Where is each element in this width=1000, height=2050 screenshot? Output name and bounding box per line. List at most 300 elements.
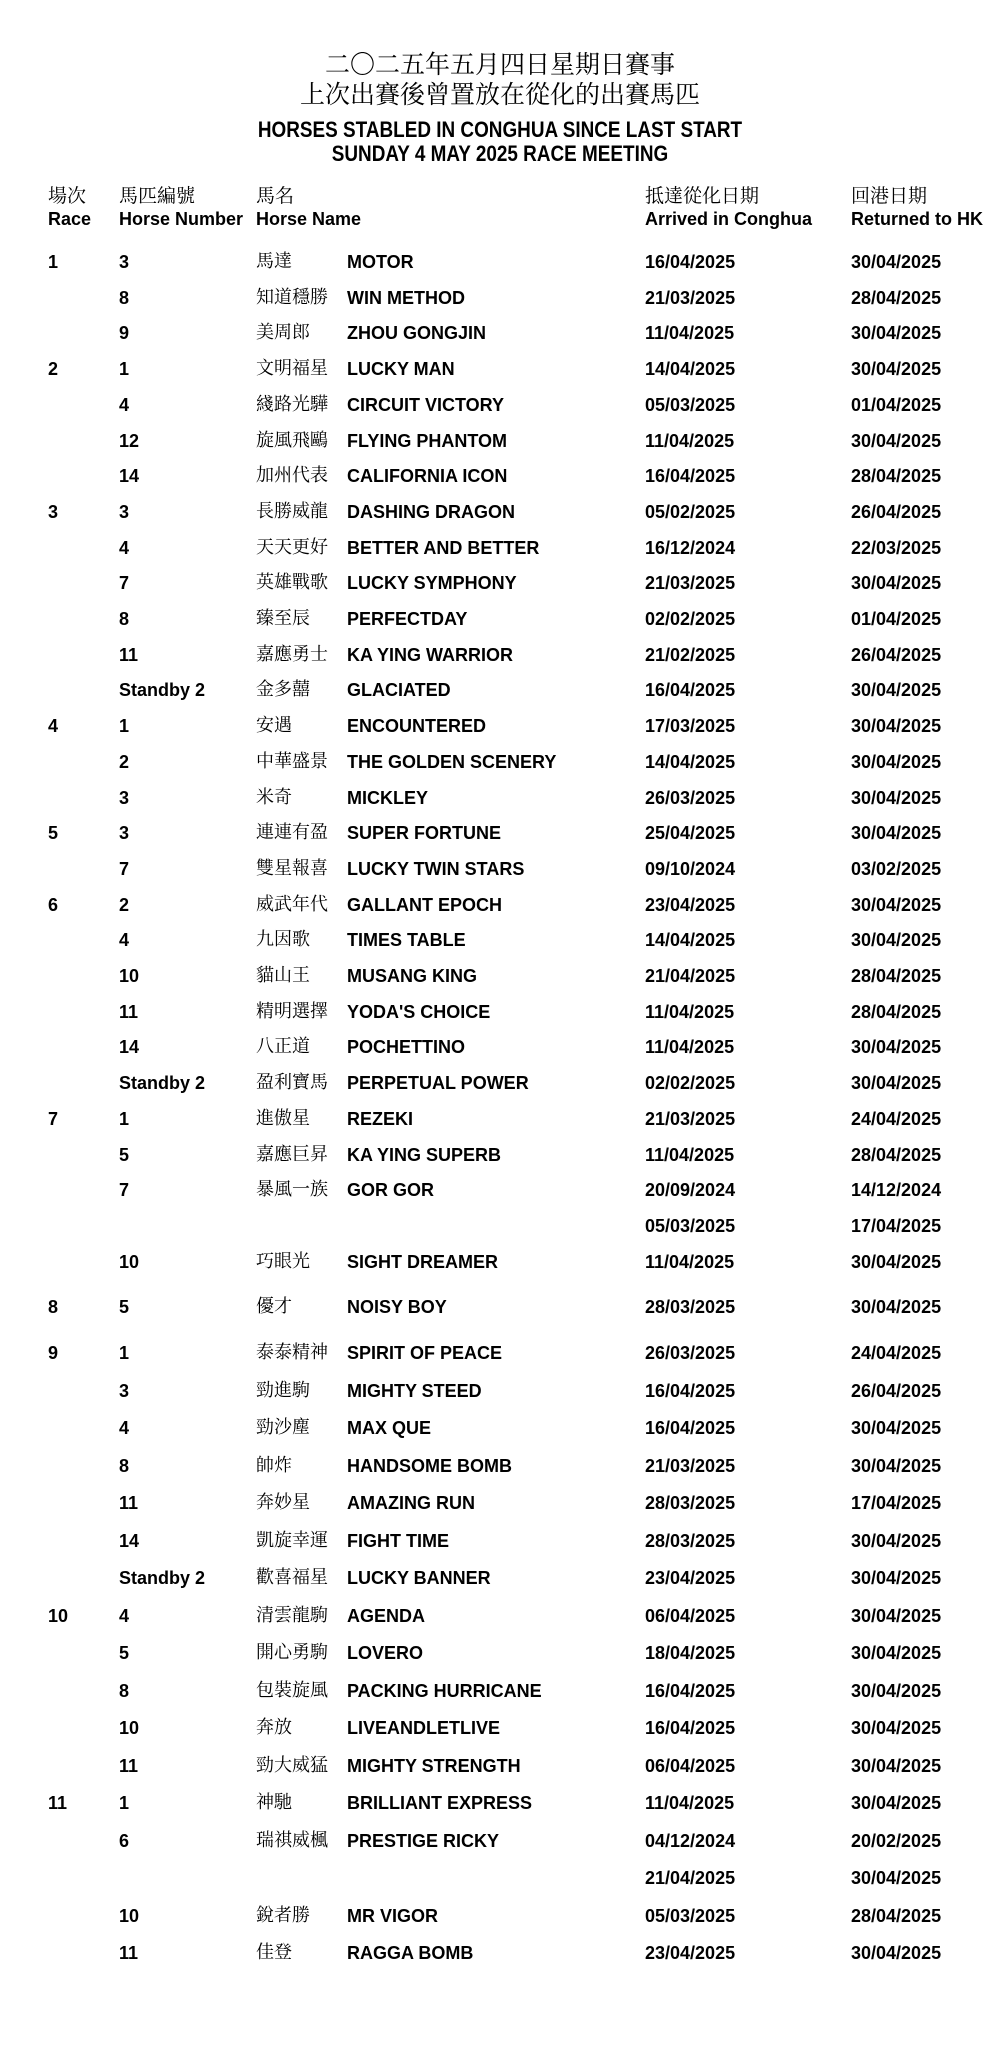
horse-name-en-cell: MUSANG KING	[347, 966, 477, 986]
horse-name-en-cell: WIN METHOD	[347, 287, 465, 308]
title-english-date: SUNDAY 4 MAY 2025 RACE MEETING	[331, 141, 669, 166]
horse-name-en-cell: LUCKY MAN	[347, 359, 455, 380]
returned-date-cell: 30/04/2025	[851, 1680, 942, 1701]
race-cell: 5	[48, 823, 59, 844]
horse-name-en-cell: REZEKI	[347, 1108, 414, 1129]
horse-name-en-cell: PERPETUAL POWER	[347, 1073, 529, 1094]
horse-name-zh-cell: 勁沙塵	[256, 1417, 310, 1438]
horse-name-zh-cell: 九因歌	[256, 929, 310, 951]
arrived-date-cell: 11/04/2025	[645, 323, 735, 344]
horse-number-cell: 8	[119, 1455, 130, 1476]
arrived-date-cell: 16/04/2025	[645, 1718, 736, 1738]
table-row	[0, 1177, 1000, 1203]
table-row	[0, 1106, 1000, 1132]
horse-name-zh-cell: 貓山王	[256, 965, 310, 986]
horse-number-cell: 10	[119, 1718, 140, 1738]
race-cell: 8	[48, 1297, 59, 1317]
race-cell: 11	[48, 1793, 68, 1813]
horse-number-cell: 1	[119, 1108, 130, 1129]
returned-date-cell: 17/04/2025	[851, 1215, 942, 1236]
table-row	[0, 1528, 1000, 1554]
horse-number-cell: 1	[119, 359, 130, 380]
arrived-date-cell: 14/04/2025	[645, 751, 736, 772]
column-header-arrived-en: Arrived in Conghua	[645, 209, 813, 229]
table-row	[0, 677, 1000, 703]
table-row	[0, 1142, 1000, 1168]
arrived-date-cell: 21/04/2025	[645, 966, 736, 986]
horse-name-en-cell: SPIRIT OF PEACE	[347, 1343, 503, 1363]
horse-number-cell: 4	[119, 537, 130, 558]
horse-name-zh-cell: 知道穩勝	[256, 286, 328, 308]
arrived-date-cell: 04/12/2024	[645, 1830, 736, 1851]
returned-date-cell: 26/04/2025	[851, 1380, 942, 1401]
horse-name-zh-cell: 暴風一族	[256, 1179, 328, 1201]
table-row	[0, 1753, 1000, 1779]
returned-date-cell: 30/04/2025	[851, 1943, 942, 1963]
arrived-date-cell: 06/04/2025	[645, 1755, 736, 1776]
horse-name-zh-cell: 佳登	[256, 1942, 292, 1963]
arrived-date-cell: 02/02/2025	[645, 1073, 736, 1094]
table-row	[0, 1213, 1000, 1239]
horse-number-cell: 9	[119, 323, 130, 344]
race-cell: 10	[48, 1605, 69, 1626]
arrived-date-cell: 21/03/2025	[645, 287, 736, 308]
arrived-date-cell: 16/04/2025	[645, 1380, 736, 1401]
horse-number-cell: Standby 2	[119, 1568, 206, 1588]
horse-number-cell: 3	[119, 787, 130, 808]
arrived-date-cell: 11/04/2025	[645, 1001, 735, 1022]
horse-number-cell: 1	[119, 1343, 130, 1363]
horse-name-en-cell: ENCOUNTERED	[347, 716, 487, 737]
returned-date-cell: 30/04/2025	[851, 1718, 942, 1738]
returned-date-cell: 30/04/2025	[851, 1793, 942, 1813]
horse-name-en-cell: MR VIGOR	[347, 1905, 439, 1926]
returned-date-cell: 22/03/2025	[851, 537, 942, 558]
returned-date-cell: 28/04/2025	[851, 966, 942, 986]
horse-name-en-cell: PRESTIGE RICKY	[347, 1830, 500, 1851]
horse-name-en-cell: GLACIATED	[347, 680, 451, 701]
table-row	[0, 249, 1000, 275]
column-header-arrived-zh: 抵達從化日期	[645, 185, 760, 207]
horse-name-zh-cell: 安遇	[256, 715, 292, 737]
column-header-horse-name-en: Horse Name	[256, 209, 362, 229]
horse-name-zh-cell: 勁進駒	[256, 1379, 310, 1401]
table-row	[0, 1565, 1000, 1591]
table-row	[0, 1378, 1000, 1404]
horse-name-en-cell: LOVERO	[347, 1643, 424, 1663]
horse-name-en-cell: GALLANT EPOCH	[347, 894, 502, 915]
returned-date-cell: 30/04/2025	[851, 252, 942, 272]
arrived-date-cell: 28/03/2025	[645, 1297, 736, 1317]
horse-name-en-cell: THE GOLDEN SCENERY	[347, 751, 557, 772]
table-row	[0, 1340, 1000, 1366]
horse-number-cell: 11	[119, 1001, 139, 1022]
race-cell: 6	[48, 894, 59, 915]
table-row	[0, 320, 1000, 346]
arrived-date-cell: 20/09/2024	[645, 1180, 736, 1201]
column-header-returned-en: Returned to HK	[851, 209, 983, 229]
table-row	[0, 1678, 1000, 1704]
horse-name-zh-cell: 包裝旋風	[256, 1679, 328, 1701]
returned-date-cell: 30/04/2025	[851, 751, 942, 772]
table-row	[0, 392, 1000, 418]
table-row	[0, 606, 1000, 632]
column-header-horse-number-en: Horse Number	[119, 209, 244, 229]
horse-name-zh-cell: 雙星報喜	[256, 857, 328, 879]
horse-number-cell: 5	[119, 1297, 130, 1317]
horse-number-cell: 4	[119, 394, 130, 415]
horse-name-en-cell: NOISY BOY	[347, 1297, 447, 1317]
column-header-returned-zh: 回港日期	[851, 185, 928, 207]
horse-number-cell: 3	[119, 501, 130, 522]
table-row	[0, 570, 1000, 596]
arrived-date-cell: 05/03/2025	[645, 1215, 736, 1236]
returned-date-cell: 30/04/2025	[851, 1643, 942, 1663]
arrived-date-cell: 09/10/2024	[645, 858, 736, 879]
horse-name-zh-cell: 美周郎	[256, 322, 310, 344]
table-row	[0, 1940, 1000, 1966]
table-row	[0, 1249, 1000, 1275]
horse-name-en-cell: ZHOU GONGJIN	[347, 323, 487, 344]
title-chinese-date: 二〇二五年五月四日星期日賽事	[324, 50, 675, 79]
horse-name-en-cell: RAGGA BOMB	[347, 1943, 474, 1963]
column-header-horse-name-zh: 馬名	[256, 185, 295, 207]
horse-name-zh-cell: 嘉應勇士	[256, 643, 328, 665]
horse-name-en-cell: CIRCUIT VICTORY	[347, 394, 505, 415]
returned-date-cell: 30/04/2025	[851, 894, 942, 915]
table-row	[0, 1603, 1000, 1629]
horse-number-cell: 5	[119, 1643, 130, 1663]
arrived-date-cell: 16/12/2024	[645, 537, 736, 558]
horse-number-cell: 11	[119, 1755, 139, 1776]
arrived-date-cell: 11/04/2025	[645, 1144, 735, 1165]
arrived-date-cell: 25/04/2025	[645, 823, 736, 844]
table-row	[0, 1715, 1000, 1741]
arrived-date-cell: 02/02/2025	[645, 609, 736, 629]
horse-name-zh-cell: 臻至辰	[256, 608, 310, 629]
horse-name-zh-cell: 泰泰精神	[256, 1342, 328, 1363]
returned-date-cell: 28/04/2025	[851, 1001, 942, 1022]
table-row	[0, 1294, 1000, 1320]
arrived-date-cell: 16/04/2025	[645, 1680, 736, 1701]
table-row	[0, 499, 1000, 525]
horse-number-cell: 3	[119, 823, 130, 844]
horse-name-zh-cell: 歡喜福星	[256, 1567, 328, 1588]
table-row	[0, 785, 1000, 811]
column-header-horse-number-zh: 馬匹編號	[119, 185, 196, 207]
horse-number-cell: 10	[119, 1251, 140, 1272]
horse-name-en-cell: AMAZING RUN	[347, 1493, 475, 1513]
race-cell: 9	[48, 1343, 59, 1363]
horse-name-zh-cell: 英雄戰歌	[256, 572, 328, 594]
arrived-date-cell: 16/04/2025	[645, 1418, 736, 1438]
returned-date-cell: 30/04/2025	[851, 1605, 942, 1626]
horse-name-zh-cell: 凱旋幸運	[256, 1529, 328, 1551]
arrived-date-cell: 11/04/2025	[645, 1793, 735, 1813]
horse-name-zh-cell: 中華盛景	[256, 750, 328, 772]
arrived-date-cell: 11/04/2025	[645, 430, 735, 451]
horse-number-cell: Standby 2	[119, 1073, 206, 1094]
arrived-date-cell: 17/03/2025	[645, 716, 736, 737]
horse-name-en-cell: POCHETTINO	[347, 1037, 466, 1058]
returned-date-cell: 30/04/2025	[851, 1530, 942, 1551]
arrived-date-cell: 16/04/2025	[645, 466, 736, 487]
horse-name-zh-cell: 神馳	[256, 1792, 292, 1813]
table-row	[0, 963, 1000, 989]
arrived-date-cell: 05/03/2025	[645, 394, 736, 415]
arrived-date-cell: 14/04/2025	[645, 359, 736, 380]
horse-name-zh-cell: 精明選擇	[256, 1000, 328, 1022]
table-row	[0, 1790, 1000, 1816]
returned-date-cell: 28/04/2025	[851, 1905, 942, 1926]
arrived-date-cell: 05/03/2025	[645, 1905, 736, 1926]
returned-date-cell: 30/04/2025	[851, 1073, 942, 1094]
horse-name-en-cell: KA YING SUPERB	[347, 1144, 502, 1165]
horse-name-en-cell: AGENDA	[347, 1605, 426, 1626]
table-row	[0, 856, 1000, 882]
arrived-date-cell: 11/04/2025	[645, 1251, 735, 1272]
horse-name-en-cell: FLYING PHANTOM	[347, 430, 508, 451]
horse-name-zh-cell: 銳者勝	[256, 1904, 310, 1926]
table-row	[0, 1415, 1000, 1441]
returned-date-cell: 14/12/2024	[851, 1180, 942, 1201]
arrived-date-cell: 21/04/2025	[645, 1868, 736, 1888]
horse-number-cell: 1	[119, 1793, 130, 1813]
horse-name-en-cell: BRILLIANT EXPRESS	[347, 1793, 533, 1813]
arrived-date-cell: 28/03/2025	[645, 1493, 736, 1513]
horse-number-cell: 3	[119, 252, 130, 272]
race-cell: 2	[48, 359, 59, 380]
returned-date-cell: 30/04/2025	[851, 716, 942, 737]
horse-name-en-cell: HANDSOME BOMB	[347, 1455, 512, 1476]
horse-name-en-cell: YODA'S CHOICE	[347, 1001, 491, 1022]
table-row	[0, 642, 1000, 668]
arrived-date-cell: 16/04/2025	[645, 252, 736, 272]
race-cell: 7	[48, 1108, 59, 1129]
table-row	[0, 428, 1000, 454]
table-row	[0, 1490, 1000, 1516]
arrived-date-cell: 06/04/2025	[645, 1605, 736, 1626]
horse-name-en-cell: GOR GOR	[347, 1180, 435, 1201]
horse-name-zh-cell: 巧眼光	[256, 1250, 310, 1272]
returned-date-cell: 30/04/2025	[851, 1568, 942, 1588]
arrived-date-cell: 21/03/2025	[645, 1455, 736, 1476]
horse-name-zh-cell: 米奇	[256, 786, 292, 808]
horse-name-en-cell: MAX QUE	[347, 1418, 432, 1438]
horse-name-zh-cell: 清雲龍駒	[256, 1604, 328, 1626]
returned-date-cell: 24/04/2025	[851, 1108, 942, 1129]
table-row	[0, 463, 1000, 489]
returned-date-cell: 30/04/2025	[851, 359, 942, 380]
horse-number-cell: 5	[119, 1144, 130, 1165]
horse-name-en-cell: KA YING WARRIOR	[347, 644, 514, 665]
arrived-date-cell: 18/04/2025	[645, 1643, 736, 1663]
horse-name-zh-cell: 馬達	[256, 251, 292, 272]
horse-number-cell: 8	[119, 287, 130, 308]
horse-name-en-cell: LUCKY TWIN STARS	[347, 858, 525, 879]
horse-name-zh-cell: 奔妙星	[256, 1492, 310, 1513]
returned-date-cell: 01/04/2025	[851, 609, 942, 629]
table-row	[0, 713, 1000, 739]
column-header-race-en: Race	[48, 209, 92, 229]
horse-name-zh-cell: 加州代表	[256, 465, 328, 487]
horse-name-zh-cell: 嘉應巨昇	[256, 1143, 328, 1165]
returned-date-cell: 30/04/2025	[851, 787, 942, 808]
race-cell: 4	[48, 716, 59, 737]
horse-name-zh-cell: 威武年代	[256, 893, 328, 915]
arrived-date-cell: 23/04/2025	[645, 1568, 736, 1588]
horse-name-zh-cell: 旋風飛鷗	[256, 429, 328, 451]
horse-name-en-cell: MIGHTY STEED	[347, 1380, 482, 1401]
horse-number-cell: 2	[119, 894, 130, 915]
arrived-date-cell: 26/03/2025	[645, 787, 736, 808]
arrived-date-cell: 05/02/2025	[645, 501, 736, 522]
horse-name-en-cell: PERFECTDAY	[347, 609, 468, 629]
returned-date-cell: 30/04/2025	[851, 1418, 942, 1438]
horse-name-zh-cell: 金多囍	[256, 679, 310, 701]
horse-number-cell: 14	[119, 1530, 140, 1551]
horse-number-cell: 12	[119, 430, 140, 451]
returned-date-cell: 28/04/2025	[851, 287, 942, 308]
table-row	[0, 1828, 1000, 1854]
table-row	[0, 820, 1000, 846]
horse-name-zh-cell: 長勝威龍	[256, 500, 328, 522]
horse-name-en-cell: SIGHT DREAMER	[347, 1251, 499, 1272]
returned-date-cell: 30/04/2025	[851, 1297, 942, 1317]
title-chinese-subject: 上次出賽後曾置放在從化的出賽馬匹	[299, 80, 700, 109]
horse-name-zh-cell: 進傲星	[256, 1107, 310, 1129]
returned-date-cell: 26/04/2025	[851, 644, 942, 665]
horse-name-en-cell: FIGHT TIME	[347, 1530, 449, 1551]
horse-number-cell: 4	[119, 1418, 130, 1438]
horse-number-cell: 11	[119, 1943, 139, 1963]
returned-date-cell: 30/04/2025	[851, 1037, 942, 1058]
returned-date-cell: 30/04/2025	[851, 680, 942, 701]
horse-number-cell: 1	[119, 716, 130, 737]
column-header-race-zh: 場次	[48, 185, 87, 207]
horse-name-en-cell: LUCKY BANNER	[347, 1568, 491, 1588]
arrived-date-cell: 23/04/2025	[645, 894, 736, 915]
returned-date-cell: 30/04/2025	[851, 1251, 942, 1272]
table-row	[0, 285, 1000, 311]
returned-date-cell: 24/04/2025	[851, 1343, 942, 1363]
horse-number-cell: 11	[119, 1493, 139, 1513]
table-row	[0, 1453, 1000, 1479]
horse-name-en-cell: LIVEANDLETLIVE	[347, 1718, 501, 1738]
returned-date-cell: 28/04/2025	[851, 1144, 942, 1165]
race-cell: 3	[48, 501, 59, 522]
horse-name-zh-cell: 八正道	[256, 1036, 310, 1058]
returned-date-cell: 01/04/2025	[851, 394, 942, 415]
table-row	[0, 1865, 1000, 1891]
table-row	[0, 892, 1000, 918]
returned-date-cell: 30/04/2025	[851, 1755, 942, 1776]
table-row	[0, 1640, 1000, 1666]
returned-date-cell: 28/04/2025	[851, 466, 942, 487]
horse-number-cell: Standby 2	[119, 680, 206, 701]
returned-date-cell: 30/04/2025	[851, 930, 942, 951]
arrived-date-cell: 16/04/2025	[645, 680, 736, 701]
horse-number-cell: 10	[119, 1905, 140, 1926]
arrived-date-cell: 11/04/2025	[645, 1037, 735, 1058]
horse-number-cell: 2	[119, 751, 130, 772]
arrived-date-cell: 21/03/2025	[645, 573, 736, 594]
returned-date-cell: 30/04/2025	[851, 1455, 942, 1476]
horse-number-cell: 10	[119, 966, 140, 986]
horse-name-zh-cell: 勁大威猛	[256, 1754, 328, 1776]
arrived-date-cell: 21/03/2025	[645, 1108, 736, 1129]
horse-name-en-cell: PACKING HURRICANE	[347, 1680, 542, 1701]
arrived-date-cell: 26/03/2025	[645, 1343, 736, 1363]
returned-date-cell: 20/02/2025	[851, 1830, 942, 1851]
returned-date-cell: 17/04/2025	[851, 1493, 942, 1513]
table-row	[0, 356, 1000, 382]
race-cell: 1	[48, 252, 59, 272]
horse-number-cell: 3	[119, 1380, 130, 1401]
horse-name-zh-cell: 優才	[256, 1296, 292, 1317]
table-row	[0, 999, 1000, 1025]
arrived-date-cell: 23/04/2025	[645, 1943, 736, 1963]
arrived-date-cell: 21/02/2025	[645, 644, 736, 665]
horse-number-cell: 14	[119, 1037, 140, 1058]
horse-number-cell: 7	[119, 1180, 130, 1201]
horse-number-cell: 14	[119, 466, 140, 487]
table-row	[0, 535, 1000, 561]
horse-name-zh-cell: 連連有盈	[256, 822, 328, 844]
horse-name-en-cell: MICKLEY	[347, 787, 428, 808]
returned-date-cell: 30/04/2025	[851, 430, 942, 451]
returned-date-cell: 30/04/2025	[851, 823, 942, 844]
horse-name-en-cell: MOTOR	[347, 252, 414, 272]
title-english-subject: HORSES STABLED IN CONGHUA SINCE LAST START	[257, 117, 743, 142]
horse-name-en-cell: BETTER AND BETTER	[347, 537, 540, 558]
horse-number-cell: 4	[119, 1605, 130, 1626]
table-row	[0, 1903, 1000, 1929]
table-row	[0, 1034, 1000, 1060]
horse-number-cell: 11	[119, 644, 139, 665]
horse-name-zh-cell: 盈利寶馬	[256, 1072, 328, 1094]
horse-number-cell: 4	[119, 930, 130, 951]
returned-date-cell: 30/04/2025	[851, 323, 942, 344]
table-row	[0, 927, 1000, 953]
horse-name-zh-cell: 天天更好	[256, 536, 328, 558]
horse-name-zh-cell: 瑞祺威楓	[256, 1829, 328, 1851]
horse-name-zh-cell: 奔放	[256, 1717, 292, 1738]
horse-number-cell: 7	[119, 573, 130, 594]
horse-name-zh-cell: 文明福星	[256, 358, 328, 380]
returned-date-cell: 30/04/2025	[851, 573, 942, 594]
horse-number-cell: 6	[119, 1830, 130, 1851]
returned-date-cell: 03/02/2025	[851, 858, 942, 879]
arrived-date-cell: 28/03/2025	[645, 1530, 736, 1551]
horse-name-en-cell: TIMES TABLE	[347, 930, 466, 951]
horse-number-cell: 8	[119, 1680, 130, 1701]
table-row	[0, 749, 1000, 775]
table-row	[0, 1070, 1000, 1096]
arrived-date-cell: 14/04/2025	[645, 930, 736, 951]
horse-name-en-cell: SUPER FORTUNE	[347, 823, 502, 844]
horse-name-en-cell: CALIFORNIA ICON	[347, 466, 508, 487]
horse-name-en-cell: LUCKY SYMPHONY	[347, 573, 517, 594]
horse-name-en-cell: DASHING DRAGON	[347, 501, 516, 522]
horse-number-cell: 8	[119, 609, 130, 629]
horse-number-cell: 7	[119, 858, 130, 879]
horse-name-zh-cell: 開心勇駒	[256, 1642, 328, 1663]
returned-date-cell: 30/04/2025	[851, 1868, 942, 1888]
returned-date-cell: 26/04/2025	[851, 501, 942, 522]
horse-name-en-cell: MIGHTY STRENGTH	[347, 1755, 521, 1776]
horse-name-zh-cell: 帥炸	[256, 1454, 292, 1476]
